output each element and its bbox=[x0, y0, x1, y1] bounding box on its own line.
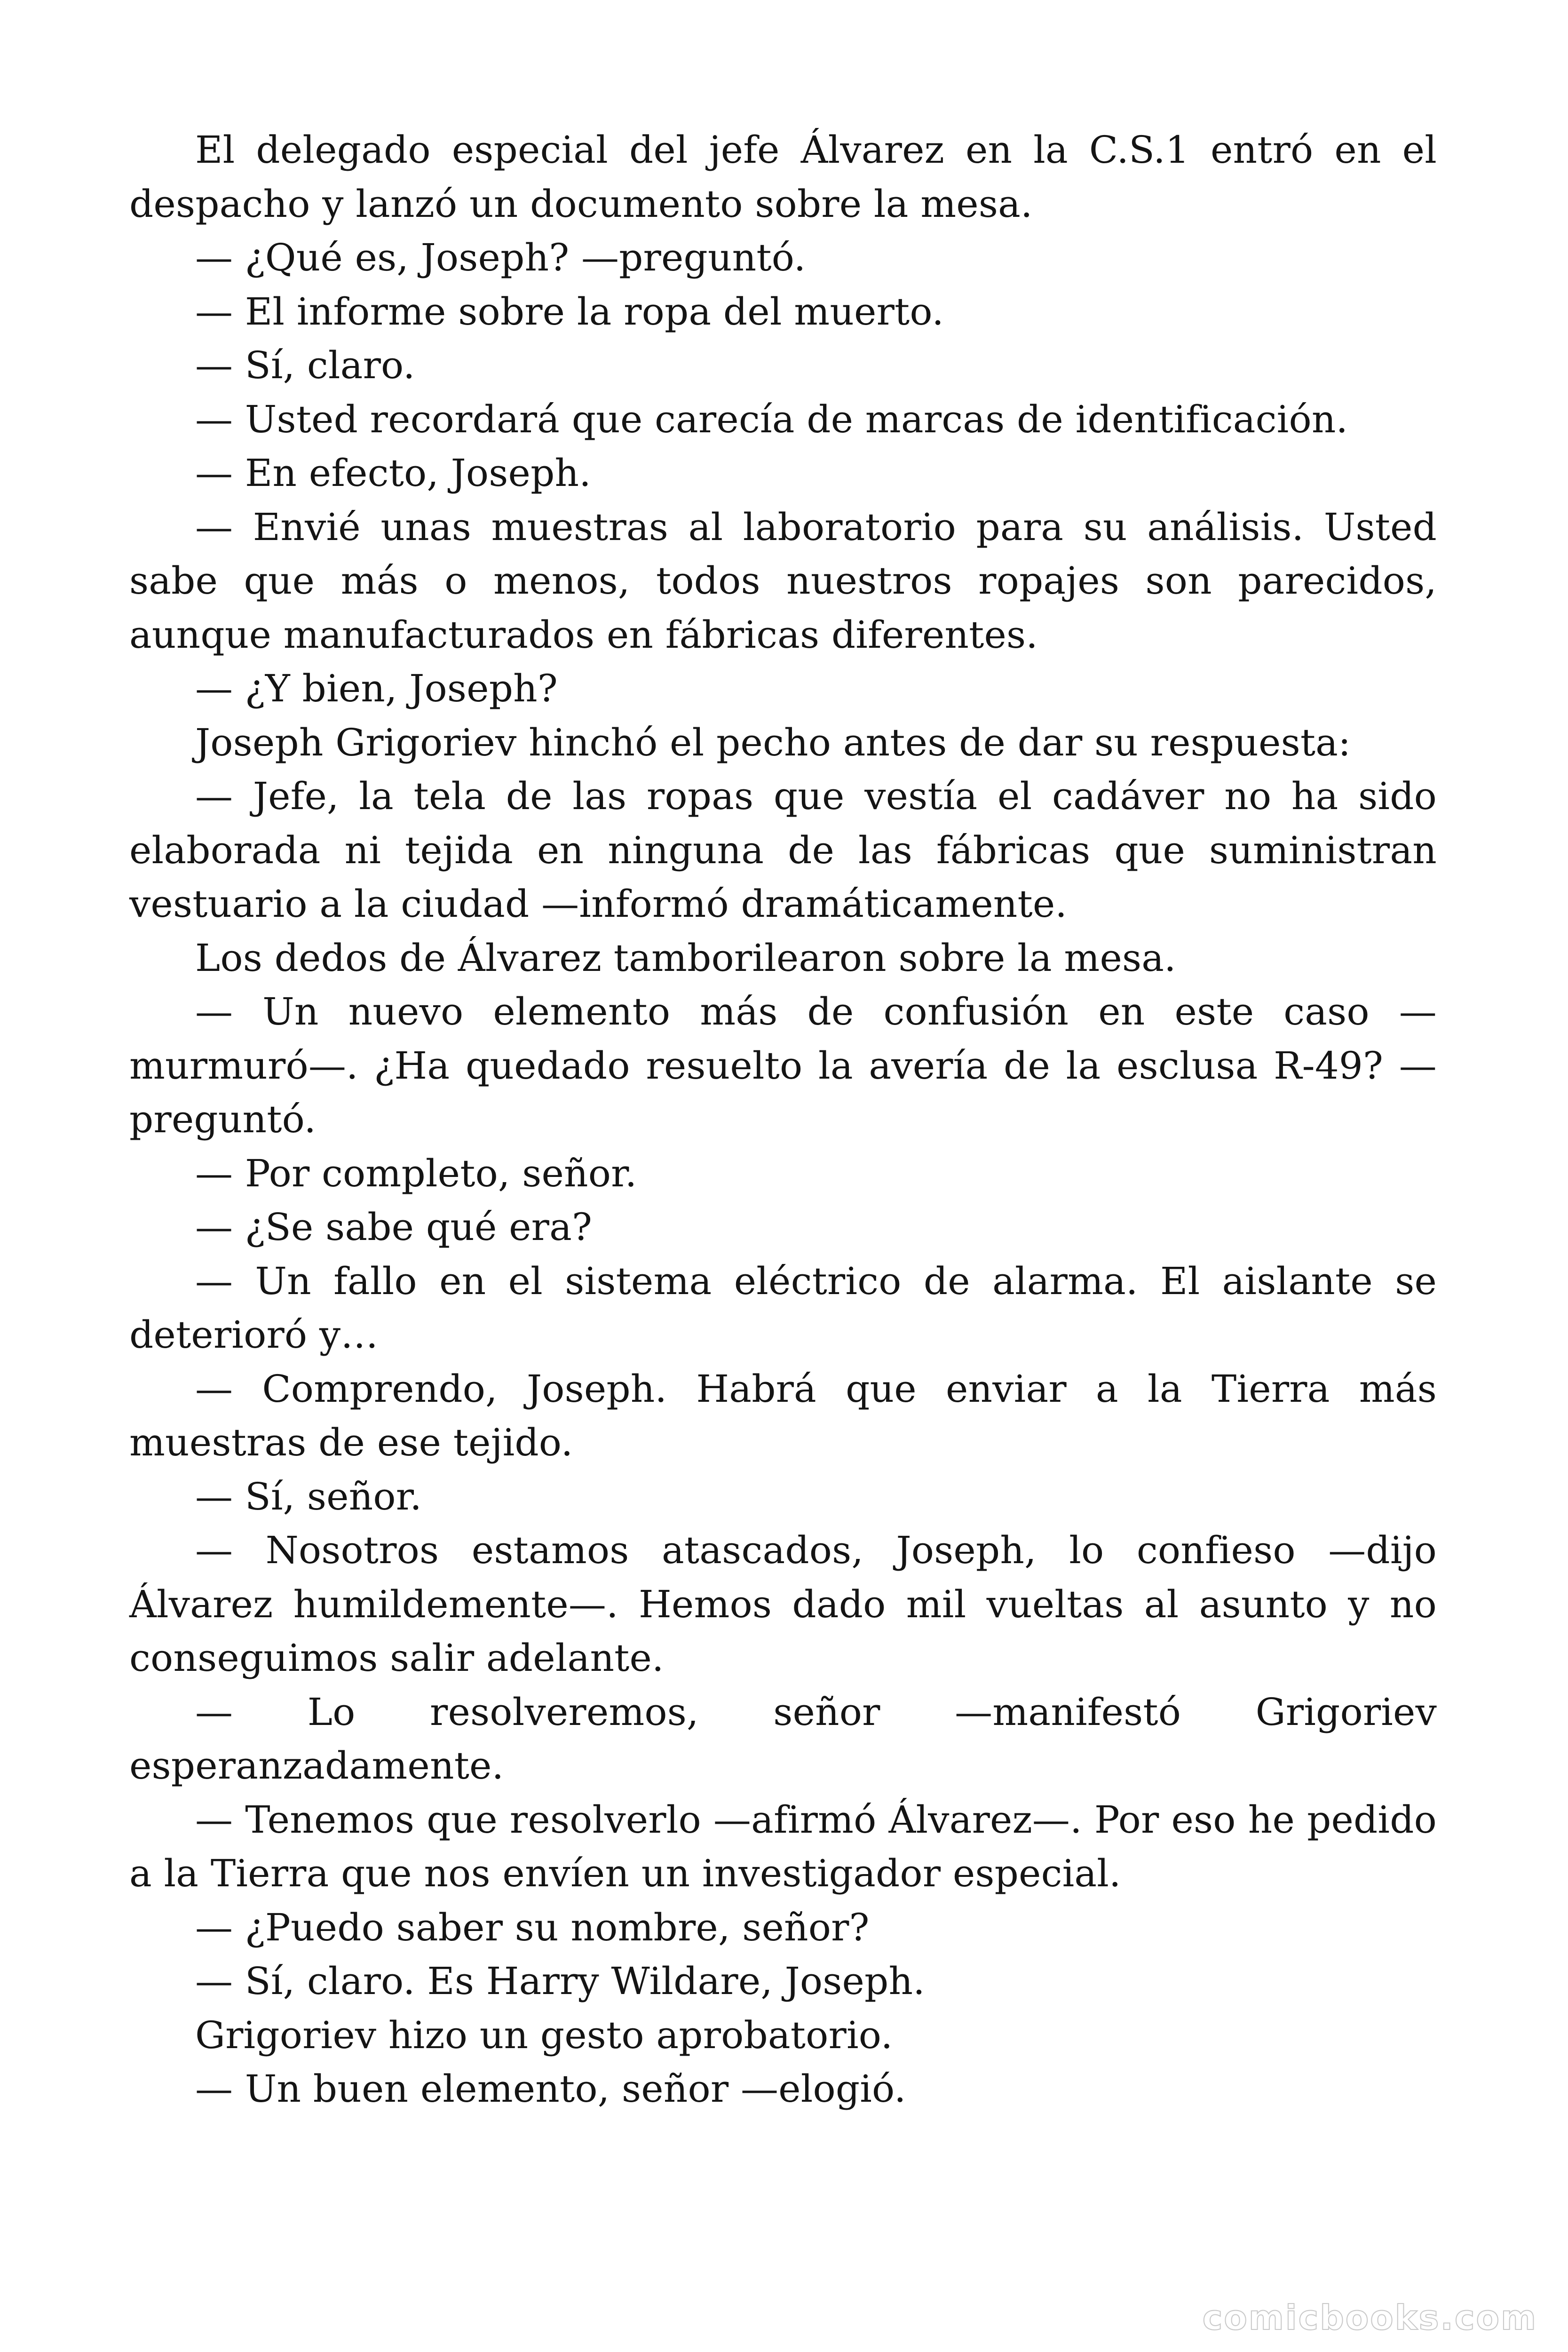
paragraph: — Un nuevo elemento más de confusión en este caso —murmuró—. ¿Ha quedado resuelto la avería de la esclusa R-49? —preguntó. bbox=[129, 990, 1437, 1141]
paragraph: — Envié unas muestras al laboratorio para su análisis. Usted sabe que más o menos, todos nuestros ropajes son parecidos, aunque manufacturados en fábricas diferentes. bbox=[129, 505, 1437, 657]
paragraph: Grigoriev hizo un gesto aprobatorio. bbox=[195, 2013, 893, 2057]
watermark: comicbooks.com bbox=[1202, 2298, 1537, 2337]
paragraph: — Tenemos que resolverlo —afirmó Álvarez—. Por eso he pedido a la Tierra que nos envíen un investigador especial. bbox=[129, 1797, 1437, 1895]
paragraph: — Jefe, la tela de las ropas que vestía el cadáver no ha sido elaborada ni tejida en ninguna de las fábricas que suministran vestuario a la ciudad —informó dramáticamente. bbox=[129, 774, 1437, 926]
paragraph: Los dedos de Álvarez tamborilearon sobre la mesa. bbox=[195, 936, 1176, 980]
paragraph: — Un buen elemento, señor —elogió. bbox=[195, 2067, 906, 2111]
paragraph: — Sí, claro. bbox=[195, 343, 415, 387]
paragraph: — El informe sobre la ropa del muerto. bbox=[195, 289, 944, 334]
paragraph: — Lo resolveremos, señor —manifestó Grigoriev esperanzadamente. bbox=[129, 1690, 1437, 1788]
paragraph: — Usted recordará que carecía de marcas de identificación. bbox=[195, 397, 1348, 441]
paragraph: El delegado especial del jefe Álvarez en la C.S.1 entró en el despacho y lanzó un documento sobre la mesa. bbox=[129, 128, 1437, 226]
paragraph: — Comprendo, Joseph. Habrá que enviar a la Tierra más muestras de ese tejido. bbox=[129, 1367, 1437, 1464]
paragraph: — ¿Puedo saber su nombre, señor? bbox=[195, 1905, 870, 1949]
paragraph: — ¿Qué es, Joseph? —preguntó. bbox=[195, 236, 806, 279]
paragraph: — Sí, señor. bbox=[195, 1474, 422, 1518]
paragraph: — Por completo, señor. bbox=[195, 1151, 637, 1195]
paragraph: Joseph Grigoriev hinchó el pecho antes de dar su respuesta: bbox=[195, 720, 1351, 764]
paragraph: — Nosotros estamos atascados, Joseph, lo confieso —dijo Álvarez humildemente—. Hemos dado mil vueltas al asunto y no conseguimos salir adelante. bbox=[129, 1528, 1437, 1680]
body-text bbox=[129, 123, 1437, 2116]
paragraph: — ¿Y bien, Joseph? bbox=[195, 667, 558, 710]
paragraph: — En efecto, Joseph. bbox=[195, 451, 591, 495]
paragraph: — ¿Se sabe qué era? bbox=[195, 1205, 593, 1249]
paragraph: — Sí, claro. Es Harry Wildare, Joseph. bbox=[195, 1959, 925, 2003]
paragraph: — Un fallo en el sistema eléctrico de alarma. El aislante se deterioró y… bbox=[129, 1259, 1437, 1357]
